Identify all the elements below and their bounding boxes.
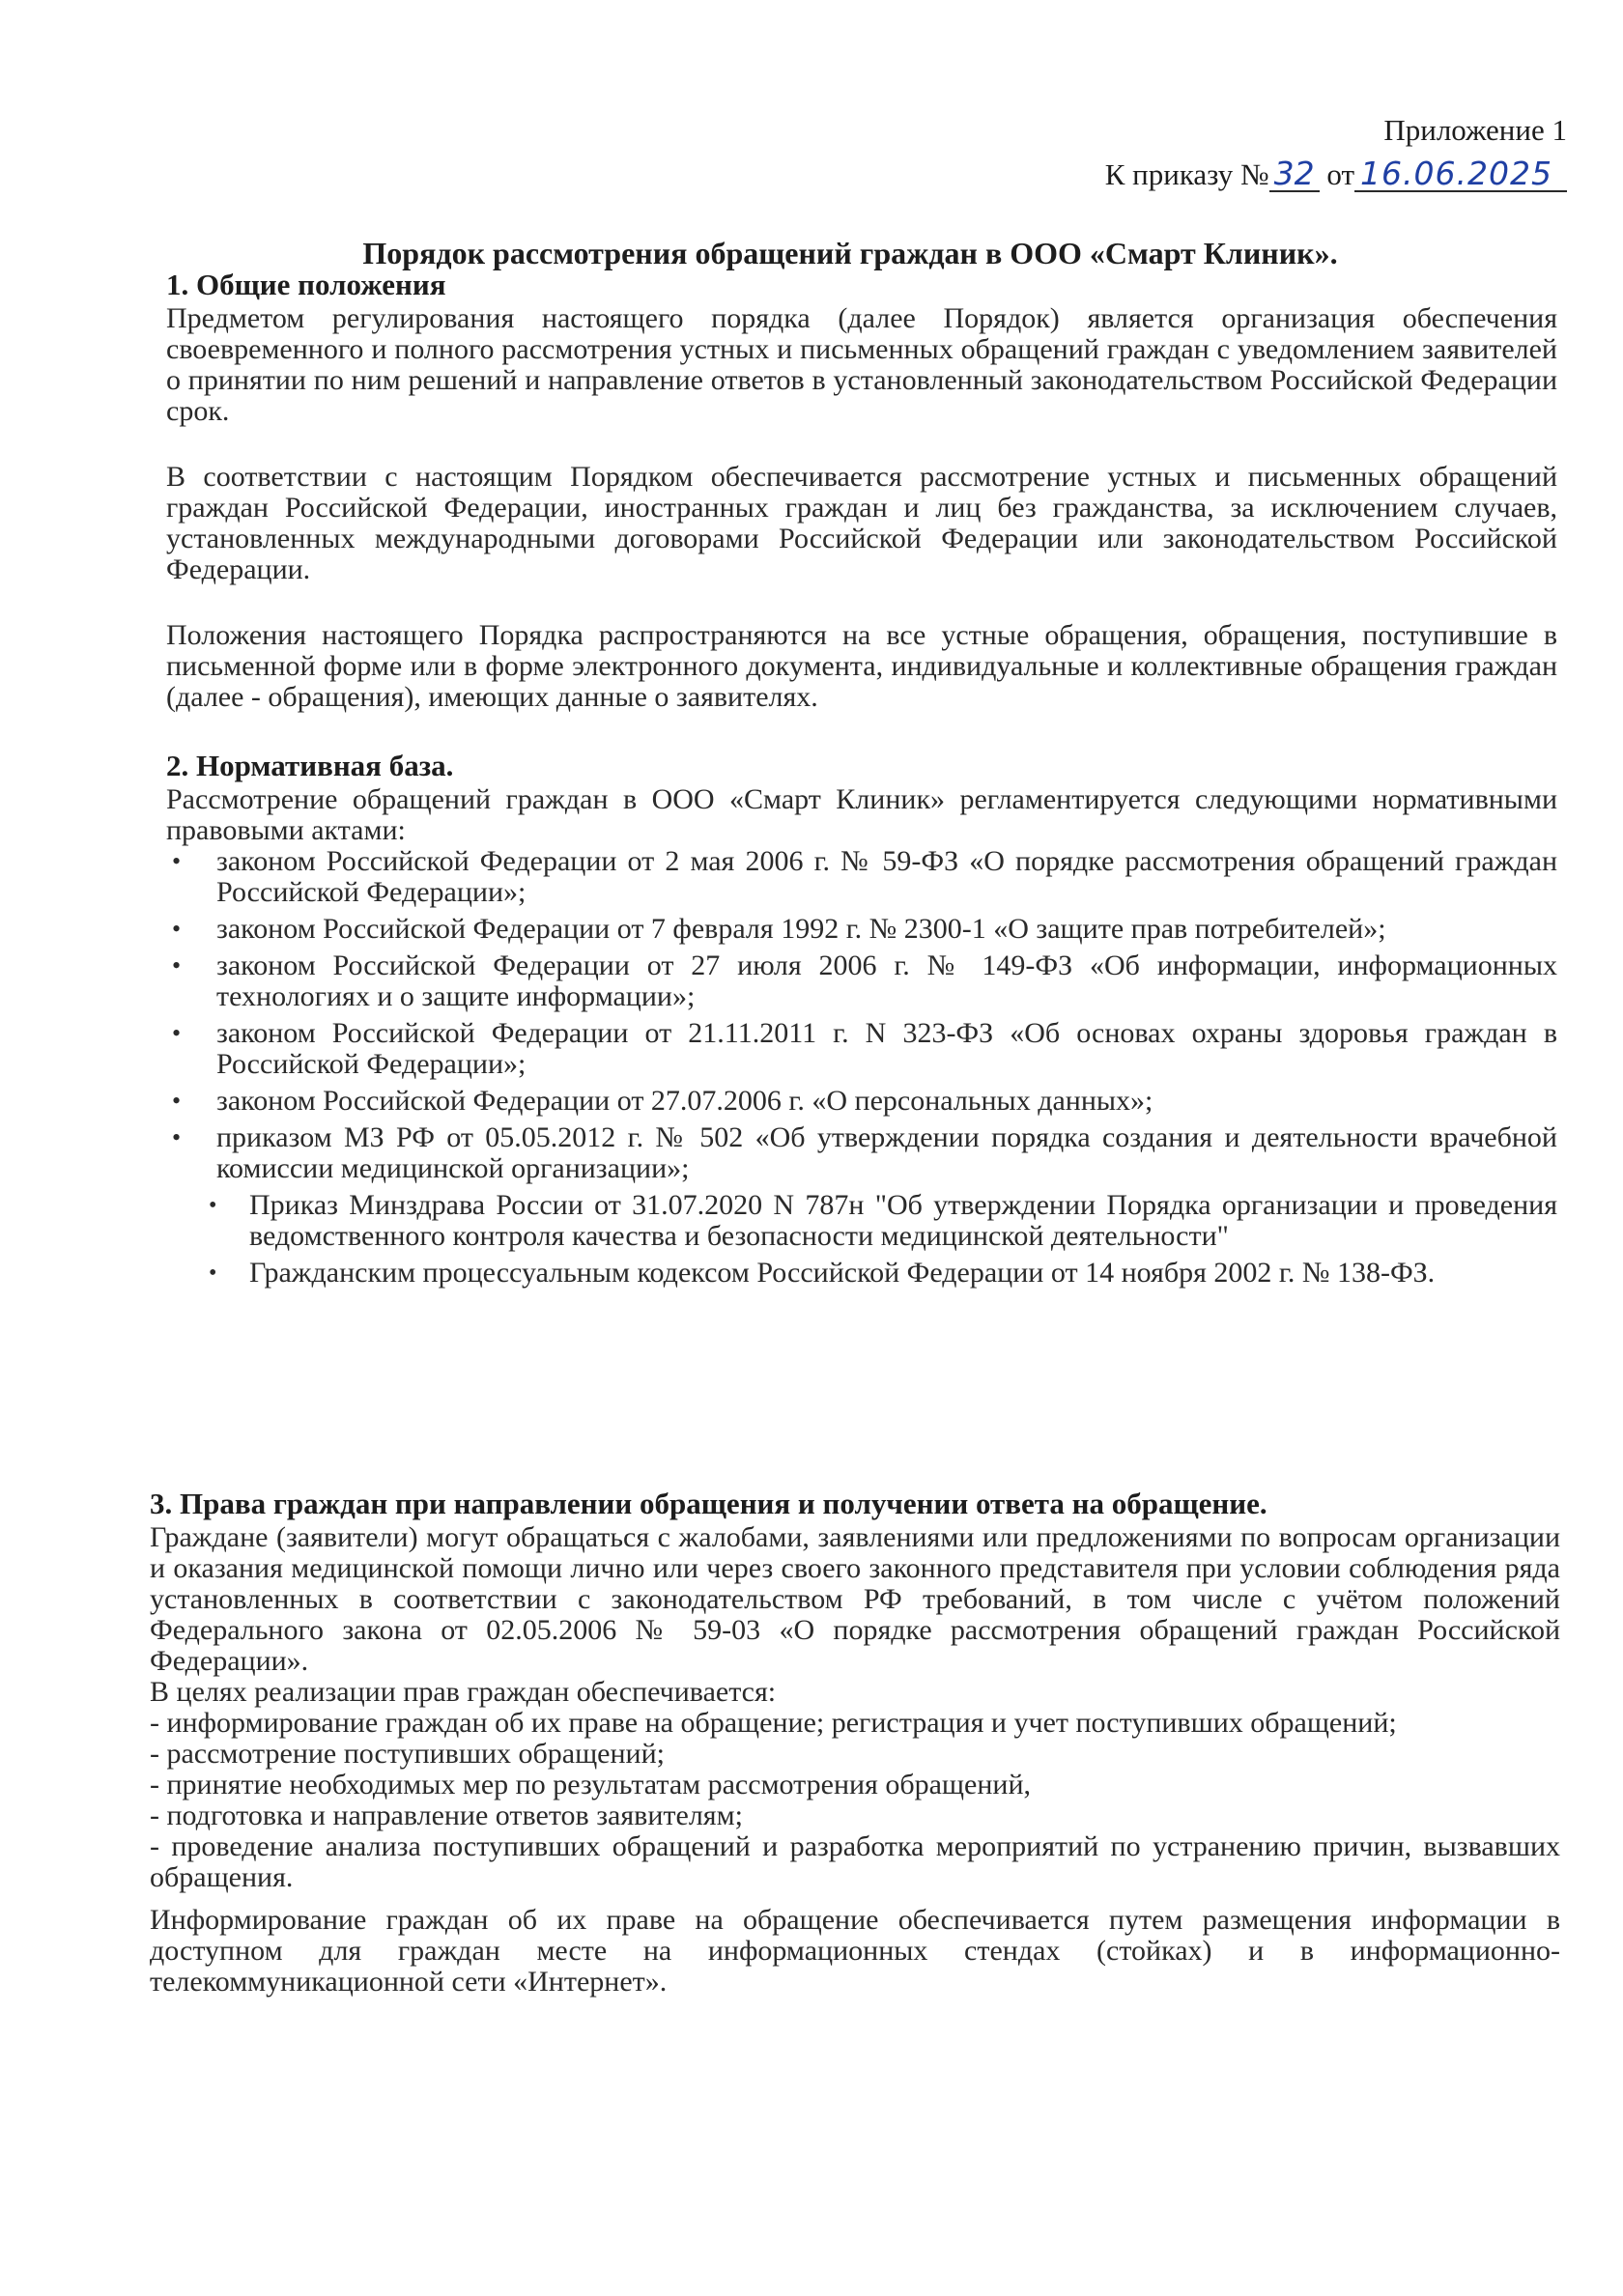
bullet-icon: • (172, 1123, 182, 1151)
section1-paragraph-1: Предметом регулирования настоящего порядка (далее Порядок) является организация обеспечения своевременного и полного рассмотрения устных и письменных обращений граждан с уведомлением заявителей о принятии по ним решений и направление ответов в установленный законодательством Российской Федерации срок. (166, 302, 1557, 427)
bullet-icon: • (172, 915, 182, 943)
rights-list (150, 1708, 1560, 1893)
legal-acts-list (166, 846, 1557, 1184)
list-item: • Приказ Минздрава России от 31.07.2020 N 787н "Об утверждении Порядка организации и проведения ведомственного контроля качества и безопасности медицинской деятельности" (209, 1189, 1557, 1252)
bullet-icon: • (172, 847, 182, 875)
section3-lead: В целях реализации прав граждан обеспечивается: (150, 1676, 777, 1708)
section1-heading: 1. Общие положения (166, 268, 446, 301)
section-3 (150, 1486, 1560, 1998)
section2-heading: 2. Нормативная база. (166, 749, 454, 782)
order-from-label: от (1326, 157, 1354, 191)
list-item: - подготовка и направление ответов заявителям; (150, 1800, 743, 1831)
section1-paragraph-3: Положения настоящего Порядка распространяются на все устные обращения, обращения, поступившие в письменной форме или в форме электронного документа, индивидуальные и коллективные обращения граждан (далее - обращения), имеющих данные о заявителях. (166, 619, 1557, 713)
section3-closing: Информирование граждан об их праве на обращение обеспечивается путем размещения информации в доступном для граждан месте на информационных стендах (стойках) и в информационно-телекоммуникационной сети «Интернет». (150, 1904, 1560, 1998)
document-title: Порядок рассмотрения обращений граждан в ООО «Смарт Клиник». (362, 236, 1338, 270)
appendix-label: Приложение 1 (1383, 113, 1567, 147)
list-item: - рассмотрение поступивших обращений; (150, 1738, 665, 1770)
section1-paragraph-2: В соответствии с настоящим Порядком обеспечивается рассмотрение устных и письменных обращений граждан Российской Федерации, иностранных граждан и лиц без гражданства, за исключением случаев, установленных международными договорами Российской Федерации или законодательством Российской Федерации. (166, 461, 1557, 585)
bullet-icon: • (172, 951, 182, 979)
order-prefix: К приказу № (1104, 157, 1269, 191)
list-item: • законом Российской Федерации от 7 февраля 1992 г. № 2300-1 «О защите прав потребителей»; (172, 913, 1386, 945)
order-date-handwritten: 16.06.2025 (1354, 157, 1567, 192)
bullet-icon: • (172, 1019, 182, 1047)
appendix-header (1105, 108, 1567, 197)
list-item: • Гражданским процессуальным кодексом Российской Федерации от 14 ноября 2002 г. № 138-ФЗ. (209, 1257, 1436, 1289)
list-item: • законом Российской Федерации от 27.07.2006 г. «О персональных данных»; (172, 1085, 1153, 1117)
legal-acts-sublist (166, 1190, 1557, 1289)
list-item: - принятие необходимых мер по результатам рассмотрения обращений, (150, 1769, 1032, 1800)
order-number-handwritten: 32 (1269, 157, 1320, 192)
section3-heading: 3. Права граждан при направлении обращения и получении ответа на обращение. (150, 1487, 1267, 1520)
list-item: • законом Российской Федерации от 2 мая 2006 г. № 59-ФЗ «О порядке рассмотрения обращений граждан Российской Федерации»; (172, 845, 1557, 908)
list-item: • приказом МЗ РФ от 05.05.2012 г. № 502 «Об утверждении порядка создания и деятельности врачебной комиссии медицинской организации»; (172, 1121, 1557, 1184)
section3-paragraph: Граждане (заявители) могут обращаться с жалобами, заявлениями или предложениями по вопросам организации и оказания медицинской помощи лично или через своего законного представителя при условии соблюдения ряда установленных в соответствии с законодательством РФ требований, в том числе с учётом положений Федерального закона от 02.05.2006 № 59-03 «О порядке рассмотрения обращений граждан Российской Федерации». (150, 1521, 1560, 1677)
bullet-icon: • (209, 1261, 217, 1286)
bullet-icon: • (172, 1087, 182, 1115)
sections-1-2 (166, 267, 1557, 1294)
list-item: • законом Российской Федерации от 21.11.2011 г. N 323-ФЗ «Об основах охраны здоровья граждан в Российской Федерации»; (172, 1017, 1557, 1080)
bullet-icon: • (209, 1193, 217, 1218)
list-item: • законом Российской Федерации от 27 июля 2006 г. № 149-ФЗ «Об информации, информационных технологиях и о защите информации»; (172, 950, 1557, 1012)
list-item: - проведение анализа поступивших обращений и разработка мероприятий по устранению причин, вызвавших обращения. (150, 1830, 1560, 1893)
list-item: - информирование граждан об их праве на обращение; регистрация и учет поступивших обращений; (150, 1707, 1397, 1739)
order-reference (1105, 153, 1567, 197)
section2-intro: Рассмотрение обращений граждан в ООО «Смарт Клиник» регламентируется следующими нормативными правовыми актами: (166, 783, 1557, 846)
